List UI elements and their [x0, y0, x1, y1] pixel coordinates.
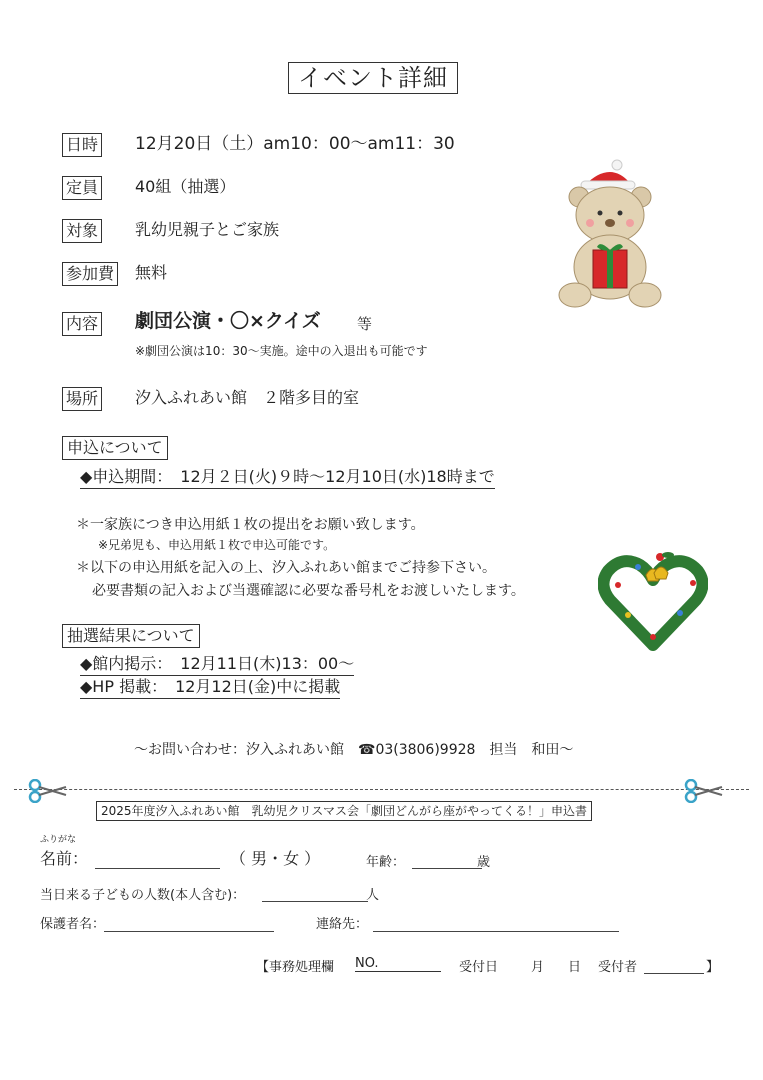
- contact-field[interactable]: [373, 931, 619, 932]
- application-period: ◆申込期間： 12月２日(火)９時〜12月10日(水)18時まで: [80, 466, 495, 489]
- application-note-4: 必要書類の記入および当選確認に必要な番号札をお渡しいたします。: [92, 583, 525, 599]
- wreath-icon: [598, 545, 708, 655]
- date-value: 12月20日（土）am10：00〜am11：30: [135, 134, 455, 154]
- place-label: 場所: [62, 387, 102, 411]
- children-field[interactable]: [262, 901, 368, 902]
- content-label: 内容: [62, 312, 102, 336]
- application-note-2: ※兄弟児も、申込用紙１枚で申込可能です。: [98, 538, 336, 552]
- office-receiver: 受付者: [598, 960, 638, 975]
- content-suffix: 等: [357, 315, 373, 333]
- furigana-label: ふりがな: [40, 835, 77, 845]
- children-label: 当日来る子どもの人数(本人含む)：: [40, 888, 246, 903]
- office-no[interactable]: NO.: [355, 956, 441, 972]
- application-note-1: ＊一家族につき申込用紙１枚の提出をお願い致します。: [76, 517, 425, 533]
- office-received: 受付日: [459, 960, 499, 975]
- results-item-1: ◆館内掲示： 12月11日(木)13：00〜: [80, 653, 354, 676]
- name-label: 名前：: [40, 849, 89, 868]
- application-heading: 申込について: [62, 436, 168, 460]
- guardian-field[interactable]: [104, 931, 274, 932]
- capacity-label: 定員: [62, 176, 102, 200]
- teddy-bear-icon: [555, 155, 665, 315]
- contact-line: 〜お問い合わせ：汐入ふれあい館 ☎03(3806)9928 担当 和田〜: [134, 742, 574, 758]
- content-note: ※劇団公演は10：30〜実施。途中の入退出も可能です: [135, 344, 428, 358]
- guardian-label: 保護者名：: [40, 917, 106, 932]
- name-field[interactable]: [95, 868, 220, 869]
- age-unit: 歳: [477, 855, 491, 870]
- scissors-icon: [28, 779, 68, 803]
- contact-field-label: 連絡先：: [316, 917, 369, 932]
- scissors-icon-right: [684, 779, 724, 803]
- target-value: 乳幼児親子とご家族: [135, 220, 280, 239]
- office-day: 日: [568, 960, 582, 975]
- fee-value: 無料: [135, 263, 168, 282]
- fee-label: 参加費: [62, 262, 118, 286]
- gender-select[interactable]: （ 男・女 ）: [230, 849, 321, 868]
- cut-line: [14, 789, 749, 790]
- age-label: 年齢：: [366, 855, 406, 870]
- results-item-2: ◆HP 掲載： 12月12日(金)中に掲載: [80, 676, 340, 699]
- age-field[interactable]: [412, 868, 482, 869]
- form-title: 2025年度汐入ふれあい館 乳幼児クリスマス会「劇団どんがら座がやってくる！」申込書: [96, 801, 592, 821]
- results-heading: 抽選結果について: [62, 624, 200, 648]
- target-label: 対象: [62, 219, 102, 243]
- application-note-3: ＊以下の申込用紙を記入の上、汐入ふれあい館までご持参下さい。: [76, 560, 496, 576]
- page-title: イベント詳細: [288, 62, 458, 94]
- office-month: 月: [531, 960, 545, 975]
- office-open: 【事務処理欄: [256, 960, 335, 975]
- date-label: 日時: [62, 133, 102, 157]
- content-value: 劇団公演・〇×クイズ: [135, 310, 321, 332]
- capacity-value: 40組（抽選）: [135, 177, 236, 196]
- place-value: 汐入ふれあい館 ２階多目的室: [135, 388, 360, 407]
- office-receiver-field[interactable]: [644, 973, 704, 974]
- office-close: 】: [706, 960, 720, 975]
- children-unit: 人: [366, 888, 380, 903]
